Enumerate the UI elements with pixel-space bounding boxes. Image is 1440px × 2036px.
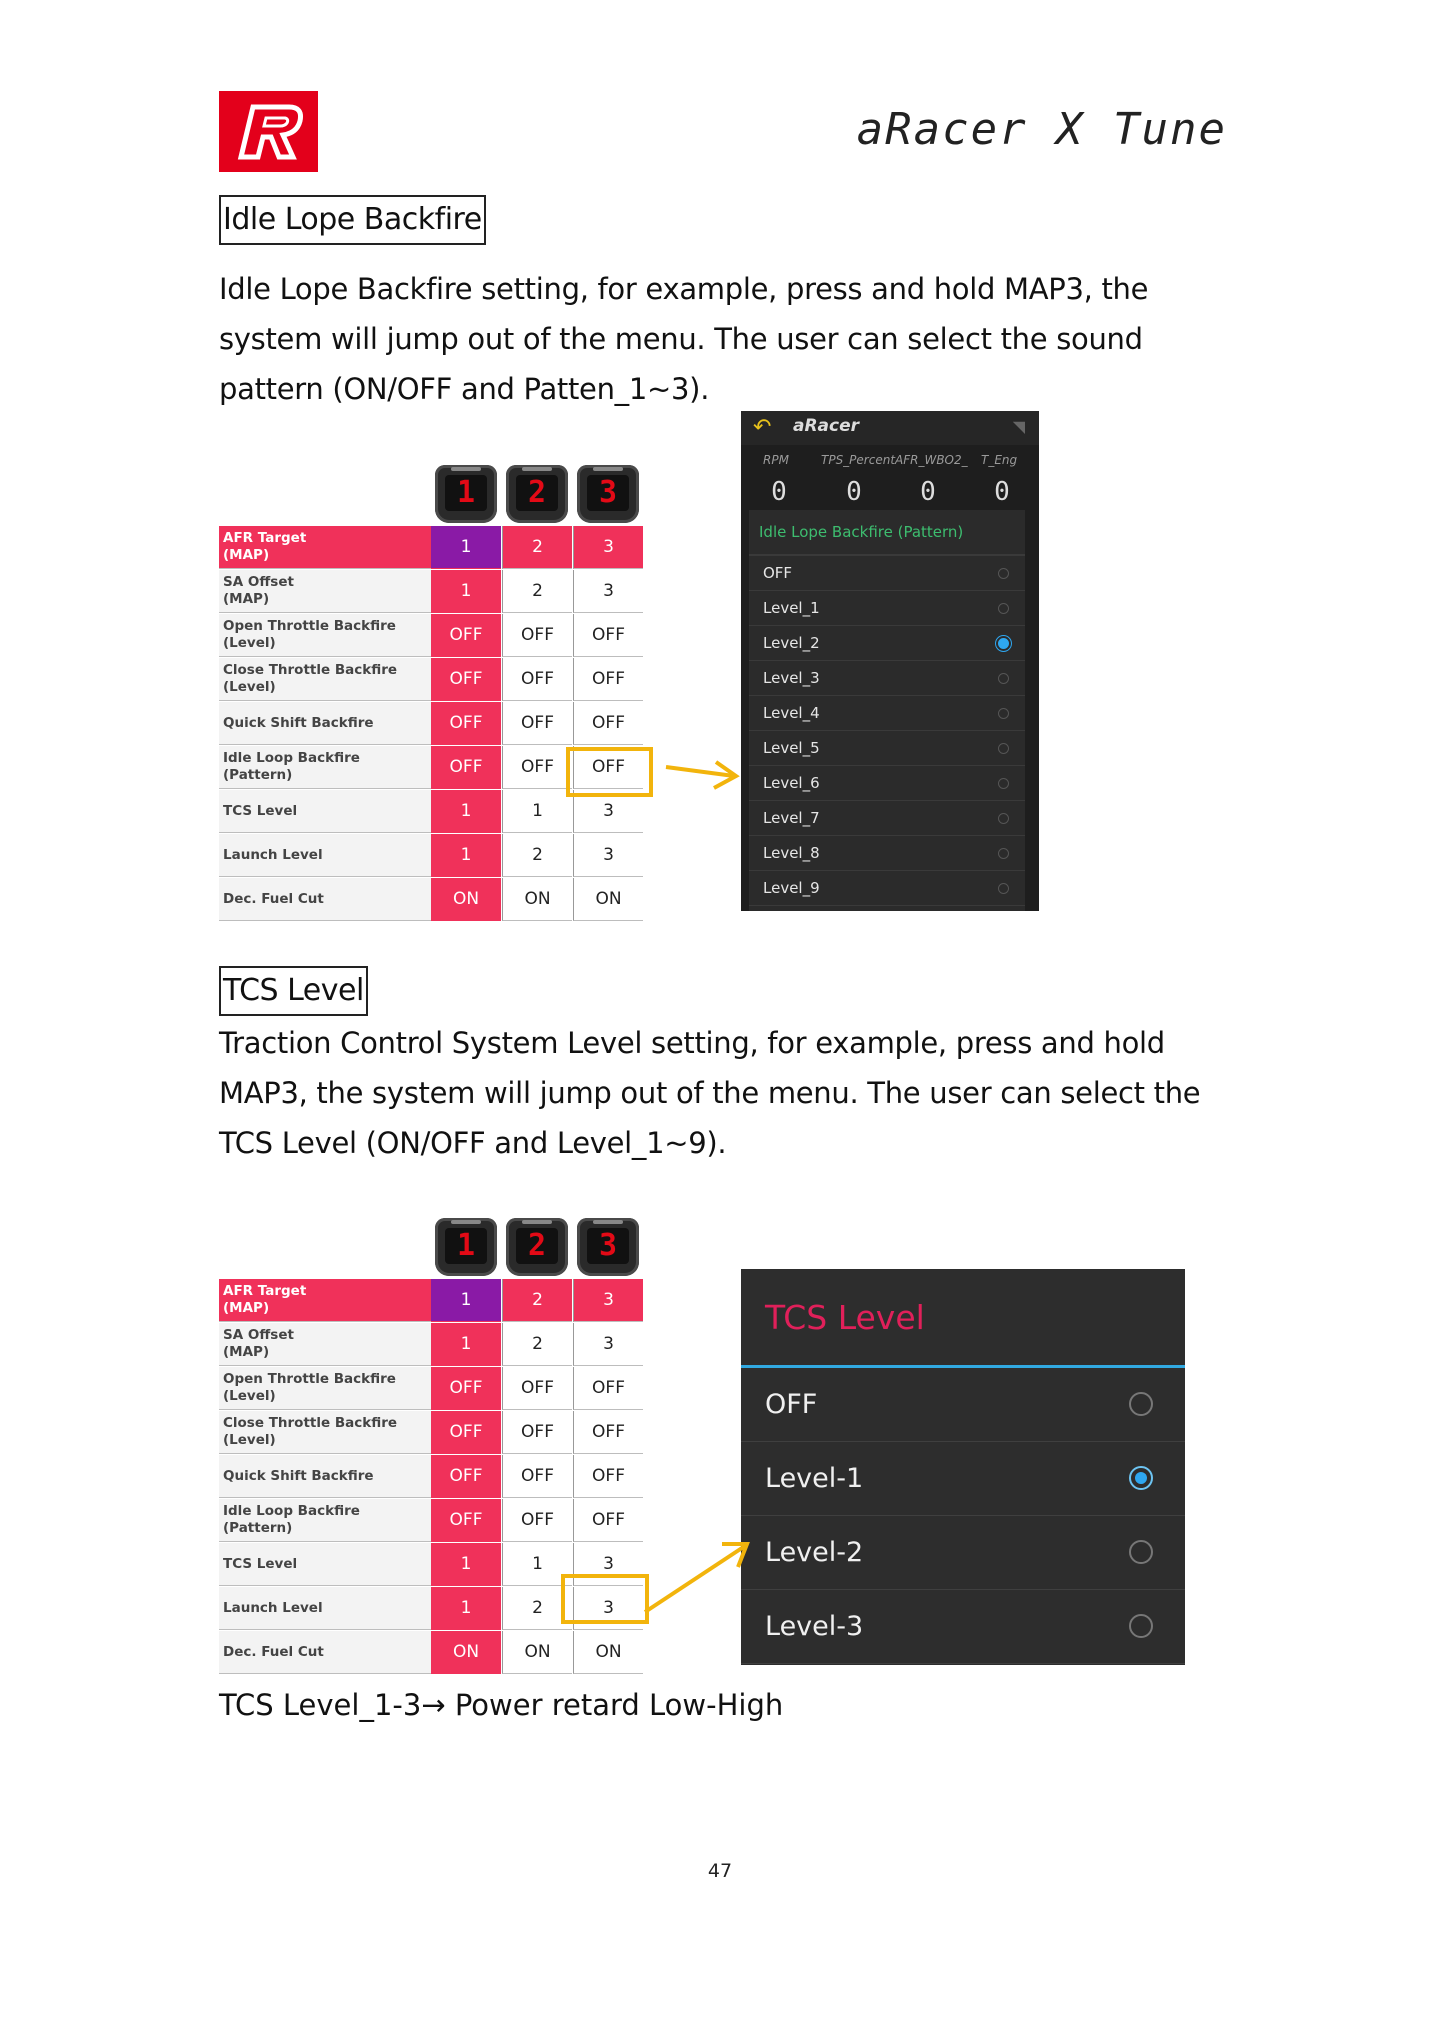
row-label: Open Throttle Backfire (Level) [219,614,431,657]
pattern-option[interactable] [749,556,1025,591]
map-cell: OFF [502,614,572,657]
map-cell: OFF [431,1367,501,1410]
gauge-digit: 3 [587,475,629,511]
map-cell: 1 [431,526,501,569]
pattern-option[interactable] [749,626,1025,661]
map-cell: ON [431,878,501,921]
row-label: AFR Target (MAP) [219,526,431,569]
map-cell: 3 [573,790,643,833]
dialog-title: TCS Level [765,1298,925,1337]
map-cell: OFF [573,1455,643,1498]
map-cell: 3 [573,570,643,613]
tcs-option[interactable] [741,1368,1185,1442]
table-row [219,658,643,701]
gauge-digit: 1 [445,475,487,511]
map-cell: 3 [573,1279,643,1322]
radio-button-icon[interactable] [998,673,1009,684]
gauge-display-icon [435,465,497,523]
highlight-box-tcs-3 [561,1574,649,1624]
section-paragraph-idle-lope: Idle Lope Backfire setting, for example, press and hold MAP3, the system will jump out of the menu. The user can select the sound pattern (ON/OFF and Patten_1~3). [219,272,1149,406]
radio-button-icon[interactable] [1129,1614,1153,1638]
gauge-digit: 3 [587,1228,629,1264]
map-cell: OFF [502,658,572,701]
sensor-value: 0 [771,477,787,507]
map-cell: OFF [431,702,501,745]
row-label: Idle Loop Backfire (Pattern) [219,1499,431,1542]
map-cell: 1 [431,570,501,613]
tcs-option[interactable] [741,1590,1185,1664]
gauge-display-icon [435,1218,497,1276]
gauge-brand-mark [593,1220,623,1224]
row-label: Close Throttle Backfire (Level) [219,1411,431,1454]
phone-screen-idle-pattern [741,411,1039,911]
map-cell: OFF [431,1411,501,1454]
gauge-display-icon [577,1218,639,1276]
map-cell: 1 [431,790,501,833]
row-label: Close Throttle Backfire (Level) [219,658,431,701]
radio-button-icon[interactable] [998,743,1009,754]
pattern-option[interactable] [749,731,1025,766]
gauge-brand-mark [451,467,481,471]
option-label: Level_9 [763,879,820,897]
map-cell: 1 [502,1543,572,1586]
highlight-box-idle-off [566,747,653,797]
pattern-option[interactable] [749,801,1025,836]
row-label: AFR Target (MAP) [219,1279,431,1322]
map-cell: OFF [573,614,643,657]
map-cell: 3 [573,834,643,877]
map-cell: 1 [431,1323,501,1366]
map-cell: 2 [502,1279,572,1322]
row-label: Launch Level [219,834,431,877]
row-label: Quick Shift Backfire [219,1455,431,1498]
map-cell: OFF [431,658,501,701]
sensor-header: RPM [763,453,789,467]
sensor-header: T_Eng [981,453,1018,467]
radio-button-icon[interactable] [998,848,1009,859]
sensor-header: AFR_WBO2_ [895,453,968,467]
page-number: 47 [707,1860,733,1882]
option-label: Level_1 [763,599,820,617]
wifi-icon: ◥ [1012,417,1025,436]
option-label: Level-1 [765,1463,864,1494]
row-label: TCS Level [219,790,431,833]
pattern-option[interactable] [749,836,1025,871]
map-cell: ON [573,878,643,921]
row-label: Dec. Fuel Cut [219,1631,431,1674]
map-cell: 3 [573,1543,643,1586]
option-label: Level_5 [763,739,820,757]
pattern-option[interactable] [749,871,1025,906]
map-cell: OFF [431,1455,501,1498]
row-label: Dec. Fuel Cut [219,878,431,921]
aracer-logo-icon [219,91,318,172]
map-cell: OFF [573,1367,643,1410]
map-cell: 2 [502,1587,572,1630]
map-cell: OFF [431,746,501,789]
map-cell: 2 [502,526,572,569]
radio-button-icon[interactable] [998,603,1009,614]
sensor-value: 0 [994,477,1010,507]
gauge-digit: 1 [445,1228,487,1264]
sensor-values [741,475,1039,511]
row-label: SA Offset (MAP) [219,570,431,613]
option-label: OFF [765,1389,818,1420]
table-row [219,1455,643,1498]
tcs-note: TCS Level_1-3→ Power retard Low-High [219,1688,784,1722]
arrow-right-icon [666,762,736,788]
table-row [219,1499,643,1542]
radio-button-icon[interactable] [1129,1392,1153,1416]
gauge-digit: 2 [516,1228,558,1264]
gauge-dials [431,1218,641,1279]
map-cell: ON [431,1631,501,1674]
map-cell: 1 [431,1587,501,1630]
map-cell: OFF [502,702,572,745]
option-label: Level_4 [763,704,820,722]
gauge-brand-mark [522,1220,552,1224]
map-cell: 2 [502,1323,572,1366]
map-cell: 2 [502,834,572,877]
map-cell: 1 [431,834,501,877]
sensor-header: TPS_Percent [821,453,896,467]
radio-button-icon[interactable] [998,778,1009,789]
radio-button-icon[interactable] [1129,1540,1153,1564]
gauge-brand-mark [451,1220,481,1224]
option-label: OFF [763,564,793,582]
section-paragraph-tcs: Traction Control System Level setting, for example, press and hold MAP3, the system will jump out of the menu. The user can select the TCS Level (ON/OFF and Level_1~9). [219,1026,1201,1160]
table-row [219,1631,643,1674]
map-cell: OFF [502,1411,572,1454]
gauge-display-icon [506,465,568,523]
gauge-brand-mark [593,467,623,471]
pattern-option[interactable] [749,661,1025,696]
gauge-display-icon [577,465,639,523]
table-row [219,1323,643,1366]
row-label: Open Throttle Backfire (Level) [219,1367,431,1410]
map-cell: 1 [502,790,572,833]
option-label: Level-2 [765,1537,864,1568]
map-cell: OFF [573,702,643,745]
brand-title: aRacer X Tune [856,104,1227,155]
table-row [219,702,643,745]
phone-screen-tcs-level [741,1269,1185,1665]
map-cell: OFF [573,1411,643,1454]
map-cell: 1 [431,1543,501,1586]
map-cell: 1 [431,1279,501,1322]
pattern-option[interactable] [749,591,1025,626]
table-row [219,526,643,569]
radio-button-icon[interactable] [998,708,1009,719]
dialog-title: Idle Lope Backfire (Pattern) [759,523,964,541]
table-row [219,1411,643,1454]
map-cell: OFF [502,1455,572,1498]
sensor-headers [741,445,1039,475]
row-label: Quick Shift Backfire [219,702,431,745]
row-label: Launch Level [219,1587,431,1630]
table-row [219,614,643,657]
option-label: Level_7 [763,809,820,827]
section-title-tcs: TCS Level [219,966,368,1016]
option-label: Level_3 [763,669,820,687]
pattern-option[interactable] [749,766,1025,801]
map-cell: OFF [431,614,501,657]
map-cell: OFF [573,1499,643,1542]
back-arrow-icon[interactable]: ↶ [753,415,772,440]
section-title-idle-lope: Idle Lope Backfire [219,195,486,245]
option-label: Level-3 [765,1611,864,1642]
table-row [219,878,643,921]
row-label: TCS Level [219,1543,431,1586]
radio-button-icon[interactable] [998,638,1009,649]
sensor-value: 0 [920,477,936,507]
radio-button-icon[interactable] [998,568,1009,579]
tcs-option[interactable] [741,1516,1185,1590]
option-label: Level_2 [763,634,820,652]
option-label: Level_8 [763,844,820,862]
map-cell: OFF [502,1499,572,1542]
map-cell: ON [502,878,572,921]
gauge-brand-mark [522,467,552,471]
map-cell: OFF [502,746,572,789]
map-cell: OFF [431,1499,501,1542]
map-cell: OFF [502,1367,572,1410]
map-cell: 3 [573,1323,643,1366]
table-row [219,570,643,613]
app-toolbar [741,411,1039,445]
map-cell: OFF [573,658,643,701]
option-label: Level_6 [763,774,820,792]
tcs-option[interactable] [741,1442,1185,1516]
table-row [219,1367,643,1410]
arrow-up-right-icon [645,1544,747,1612]
pattern-option[interactable] [749,696,1025,731]
pattern-dialog [749,510,1025,911]
map-cell: 3 [573,526,643,569]
map-cell: 2 [502,570,572,613]
row-label: Idle Loop Backfire (Pattern) [219,746,431,789]
app-logo: aRacer [793,416,860,436]
map-cell: 3 [573,1587,643,1630]
map-cell: OFF [573,746,643,789]
map-cell: ON [573,1631,643,1674]
radio-button-icon[interactable] [998,813,1009,824]
gauge-digit: 2 [516,475,558,511]
radio-button-icon[interactable] [998,883,1009,894]
table-row [219,1279,643,1322]
map-cell: ON [502,1631,572,1674]
sensor-value: 0 [846,477,862,507]
row-label: SA Offset (MAP) [219,1323,431,1366]
radio-button-icon[interactable] [1129,1466,1153,1490]
table-row [219,834,643,877]
gauge-display-icon [506,1218,568,1276]
gauge-dials [431,465,641,526]
